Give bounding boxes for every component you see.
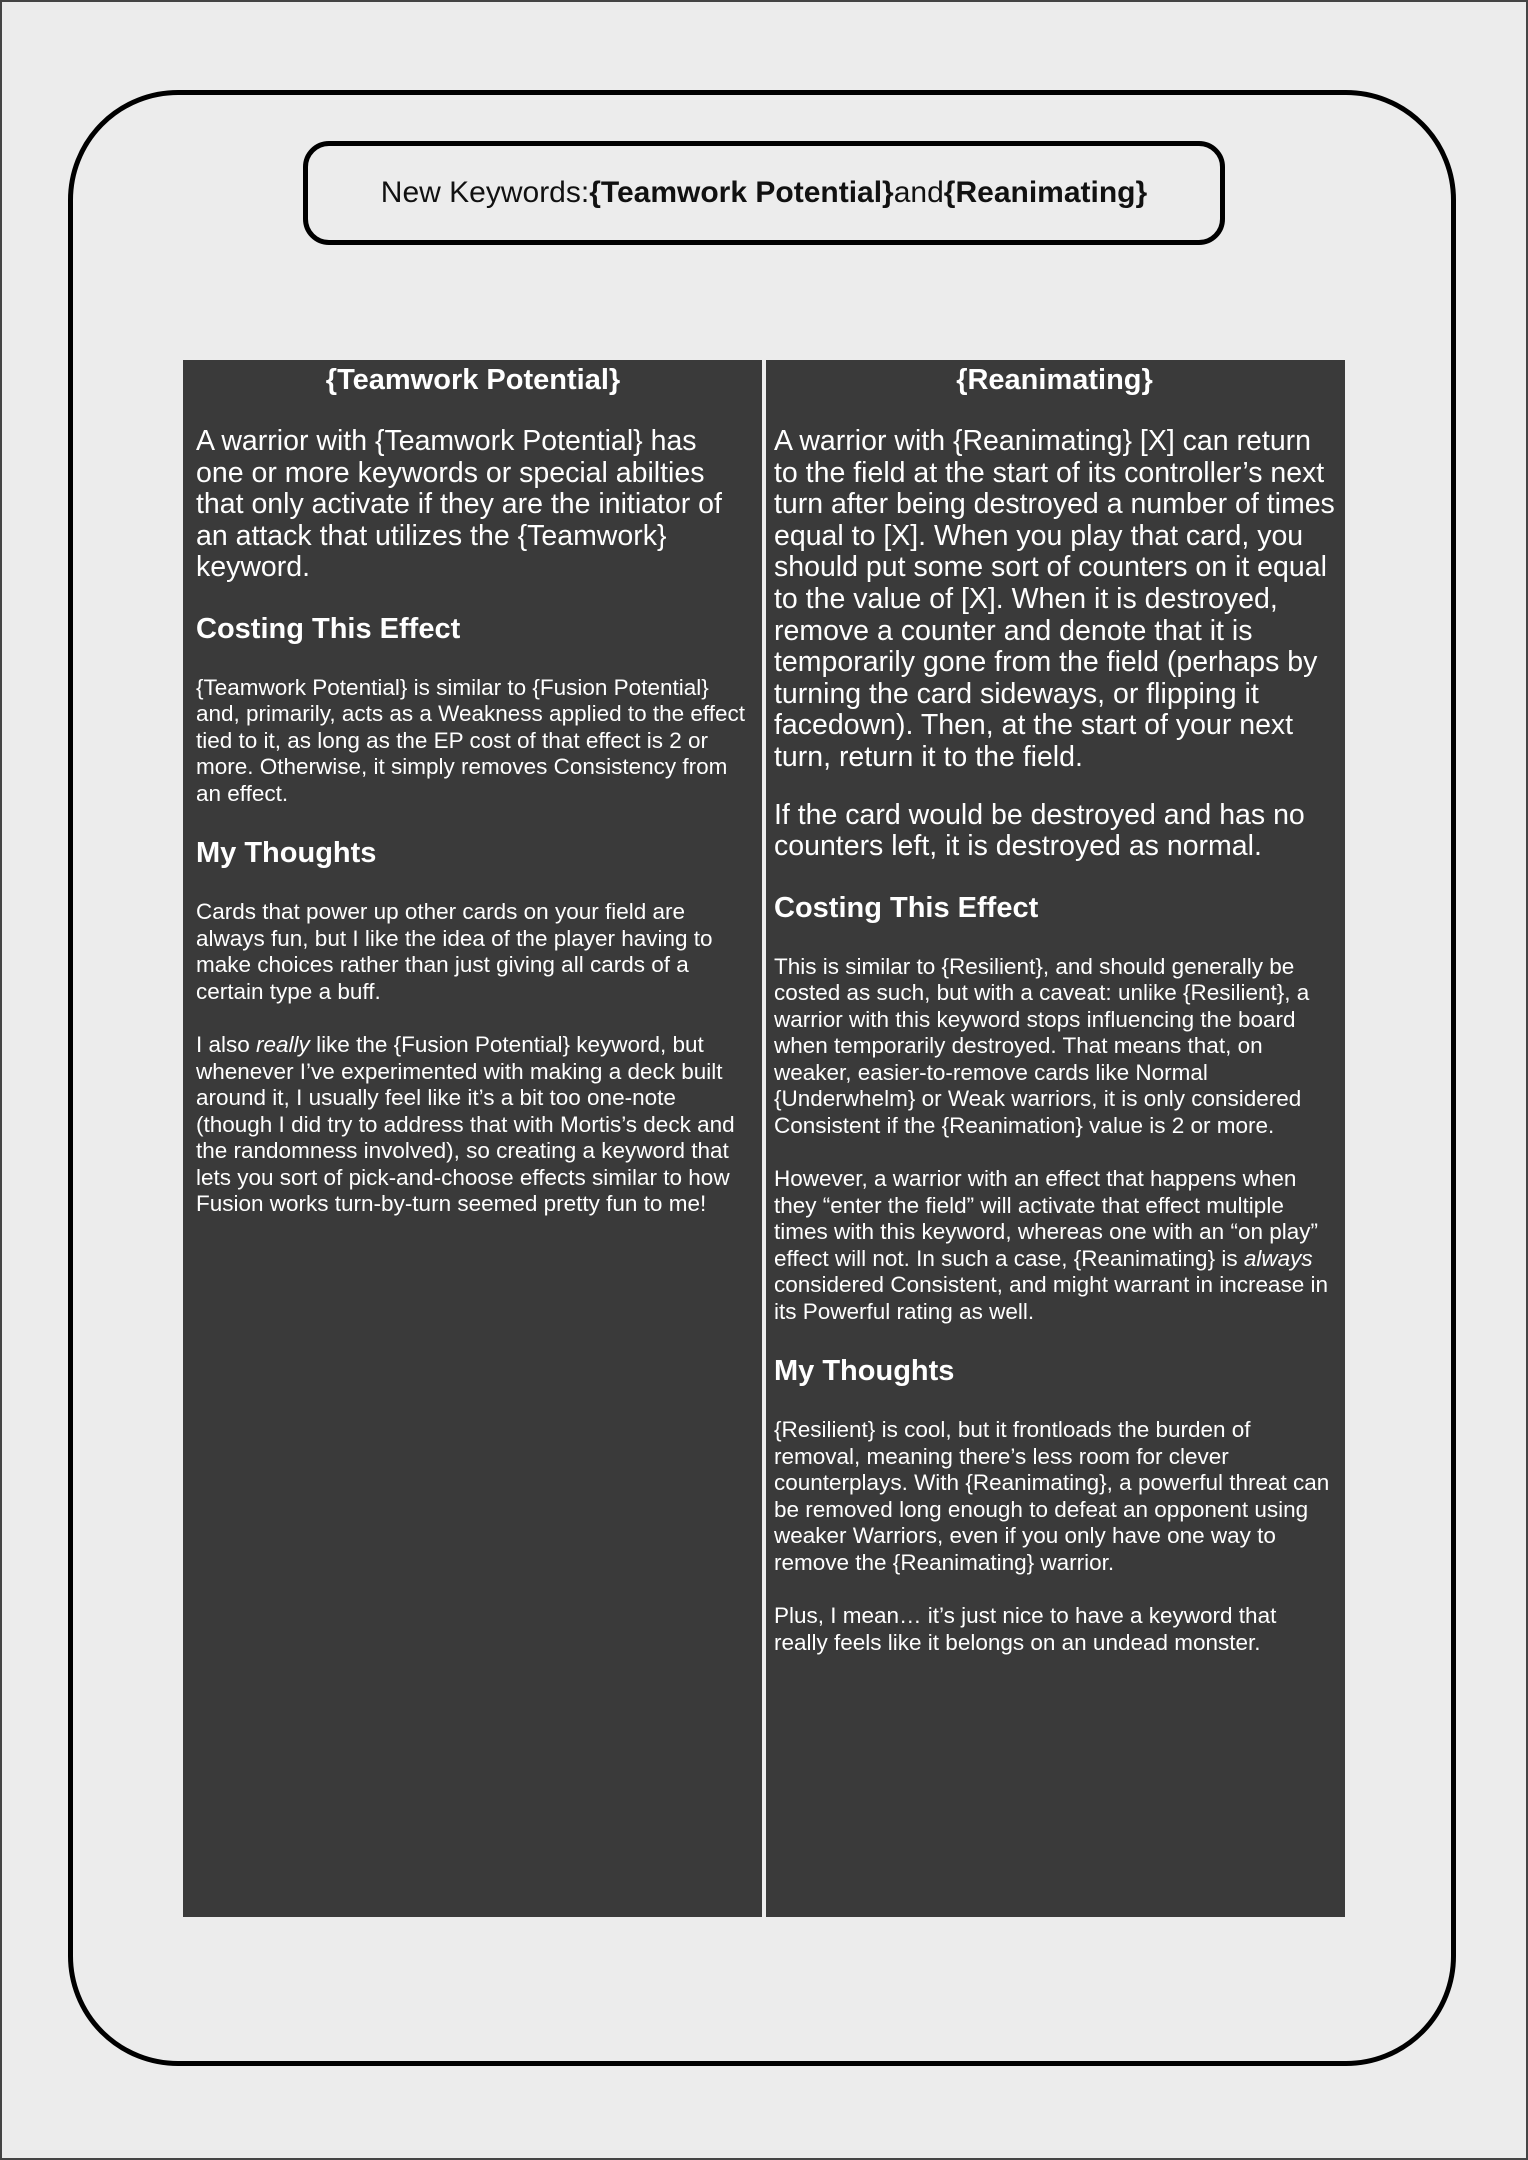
header-joiner: and [893, 176, 944, 209]
emphasis-text: always [1243, 1245, 1313, 1271]
costing-paragraph: This is similar to {Resilient}, and should generally be costed as such, but with a caveat: unlike {Resilient}, a warrior with this keyword stops influencing the board when temporarily destroyed. That means that, on weaker, easier-to-remove cards like Normal {Underwhelm} or Weak warriors, it is only considered Consistent if the {Reanimation} value is 2 or more. [774, 953, 1310, 1138]
header-prefix: New Keywords: [380, 176, 590, 209]
keyword-description-note: If the card would be destroyed and has no counters left, it is destroyed as normal. [774, 798, 1305, 863]
thoughts-paragraph: I also really like the {Fusion Potential} keyword, but whenever I’ve experimented with making a deck built around it, I usually feel like it’s a bit too one-note (though I did try to address that with Mortis’s deck and the randomness involved), so creating a keyword that lets you sort of pick-and-choose effects similar to how Fusion works turn-by-turn seemed pretty fun to me! [196, 1032, 735, 1217]
costing-heading: Costing This Effect [774, 891, 1039, 924]
header-title-box [303, 141, 1225, 245]
panel-title: {Teamwork Potential} [325, 364, 621, 396]
thoughts-heading: My Thoughts [196, 837, 377, 870]
keyword-description: A warrior with {Teamwork Potential} has one or more keywords or special abilties that only activate if they are the initiator of an attack that utilizes the {Teamwork} keyword. [196, 425, 722, 584]
thoughts-paragraph: Cards that power up other cards on your field are always fun, but I like the idea of the player having to make choices rather than just giving all cards of a certain type a buff. [196, 899, 713, 1004]
costing-heading: Costing This Effect [196, 612, 461, 645]
costing-paragraph: However, a warrior with an effect that happens when they “enter the field” will activate that effect multiple times with this keyword, whereas one with an “on play” effect will not. In such a case, {Reanimating} is always considered Consistent, and might warrant in increase in its Powerful rating as well. [774, 1166, 1329, 1324]
teamwork-panel [183, 360, 762, 1917]
panel-title: {Reanimating} [956, 364, 1153, 396]
reanimating-panel [766, 360, 1345, 1917]
keyword-description: A warrior with {Reanimating} [X] can return to the field at the start of its controller’s next turn after being destroyed a number of times equal to [X]. When you play that card, you should put some sort of counters on it equal to the value of [X]. When it is destroyed, remove a counter and denote that it is temporarily gone from the field (perhaps by turning the card sideways, or flipping it facedown). Then, at the start of your next turn, return it to the field. [774, 425, 1335, 773]
emphasis-text: really [256, 1032, 310, 1058]
header-keyword-reanimating: {Reanimating} [943, 176, 1148, 209]
thoughts-heading: My Thoughts [774, 1355, 955, 1388]
thoughts-paragraph: {Resilient} is cool, but it frontloads the burden of removal, meaning there’s less room for clever counterplays. With {Reanimating}, a powerful threat can be removed long enough to defeat an opponent using weaker Warriors, even if you only have one way to remove the {Reanimating} warrior. [774, 1417, 1330, 1575]
costing-text: {Teamwork Potential} is similar to {Fusion Potential} and, primarily, acts as a Weakness applied to the effect tied to it, as long as the EP cost of that effect is 2 or more. Otherwise, it simply removes Consistency from an effect. [196, 674, 746, 806]
thoughts-paragraph: Plus, I mean… it’s just nice to have a keyword that really feels like it belongs on an undead monster. [774, 1603, 1277, 1655]
header-keyword-teamwork: {Teamwork Potential} [589, 176, 894, 209]
